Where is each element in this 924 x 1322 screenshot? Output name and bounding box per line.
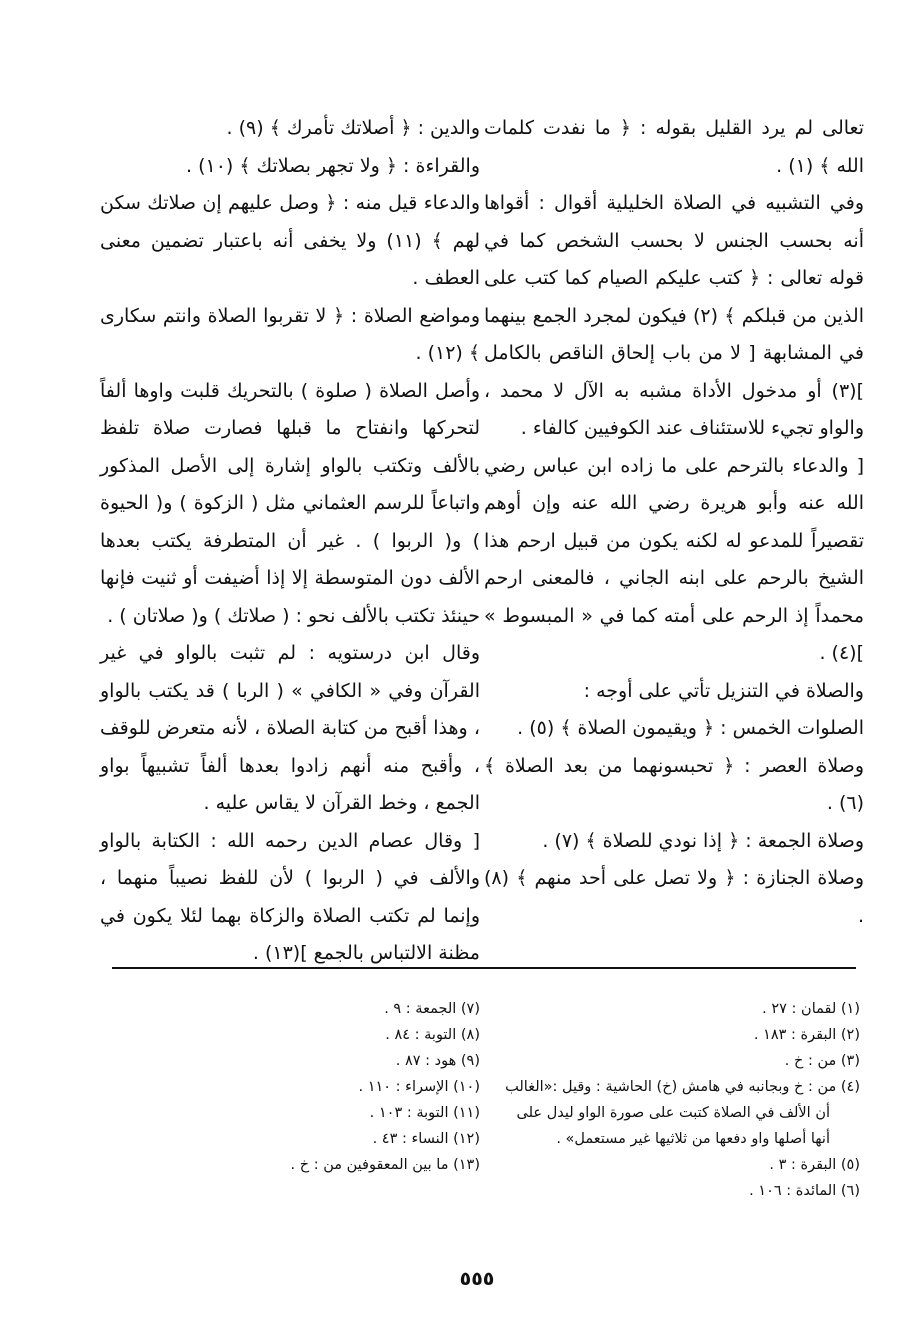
paragraph: وصلاة الجنازة : ﴿ ولا تصل على أحد منهم ﴾ (٨) . [484,867,864,927]
footnote: (٢) البقرة : ١٨٣ . [753,1027,860,1043]
paragraph: ومواضع الصلاة : ﴿ لا تقربوا الصلاة وانتم سكارى ﴾ (١٢) . [100,304,480,364]
paragraph: والقراءة : ﴿ ولا تجهر بصلاتك ﴾ (١٠) . [186,154,480,177]
footnotes-left-column [240,996,480,1178]
paragraph: [ والدعاء بالترحم على ما زاده ابن عباس رضي الله عنه وأبو هريرة رضي الله عنه وإن أوهم تقصيراً للمدعو له لكنه يكون من قبيل ارحم هذا الشيخ بالرحم على ابنه الجاني ، فالمعنى ارحم محمداً إذ الرحم على أمته كما في « المبسوط » ](٤) . [484,454,864,664]
footnotes-right-column [500,996,860,1204]
footnote: (٤) من : خ وبجانبه في هامش (خ) الحاشية : وقيل :«الغالب [505,1079,860,1095]
paragraph: [ وقال عصام الدين رحمه الله : الكتابة بالواو والألف في ( الربوا ) لأن للفظ نصيباً منهما ، وإنما لم تكتب الصلاة والزكاة بهما لئلا يكون في مظنة الالتباس بالجمع ](١٣) . [100,829,480,964]
footnote: (١٢) النساء : ٤٣ . [372,1131,480,1147]
paragraph: والدين : ﴿ أصلاتك تأمرك ﴾ (٩) . [226,117,480,139]
paragraph: تعالى لم يرد القليل بقوله : ﴿ ما نفدت كلمات الله ﴾ (١) . [484,117,864,177]
footnote: (٣) من : خ . [784,1053,860,1069]
paragraph: وصلاة الجمعة : ﴿ إذا نودي للصلاة ﴾ (٧) . [542,829,864,852]
footnote: (٥) البقرة : ٣ . [769,1157,860,1173]
page-number: ٥٥٥ [459,1268,495,1290]
main-text-right-column [484,110,864,935]
footnote: (٩) هود : ٨٧ . [395,1053,480,1069]
footnote: (٧) الجمعة : ٩ . [384,1001,480,1017]
footnote-continuation: أن الألف في الصلاة كتبت على صورة الواو ليدل على [516,1105,830,1121]
paragraph: والدعاء قيل منه : ﴿ وصل عليهم إن صلاتك سكن لهم ﴾ (١١) ولا يخفى أنه باعتبار تضمين معنى العطف . [100,192,480,289]
footnote: (٦) المائدة : ١٠٦ . [749,1183,860,1199]
footnote: (١١) التوبة : ١٠٣ . [369,1105,480,1121]
paragraph: وأصل الصلاة ( صلوة ) بالتحريك قلبت واوها ألفاً لتحركها وانفتاح ما قبلها فصارت صلاة تلفظ بالألف وتكتب بالواو إشارة إلى الأصل المذكور واتباعاً للرسم العثماني مثل ( الزكوة ) و( الحيوة ) و( الربوا ) . غير أن المتطرفة يكتب بعدها الألف دون المتوسطة إلا إذا أضيفت أو ثنيت فإنها حينئذ تكتب بالألف نحو : ( صلاتك ) و( صلاتان ) . [100,379,480,627]
paragraph: والصلاة في التنزيل تأتي على أوجه : [583,679,864,702]
paragraph: وصلاة العصر : ﴿ تحبسونهما من بعد الصلاة ﴾ (٦) . [484,754,864,814]
paragraph: وفي التشبيه في الصلاة الخليلية أقوال : أقواها أنه بحسب الجنس لا بحسب الشخص كما في قوله تعالى : ﴿ كتب عليكم الصيام كما كتب على الذين من قبلكم ﴾ (٢) فيكون لمجرد الجمع بينهما في المشابهة [ لا من باب إلحاق الناقص بالكامل ](٣) أو مدخول الأداة مشبه به الآل لا محمد ، والواو تجيء للاستئناف عند الكوفيين كالفاء . [484,192,864,439]
footnote-continuation: أنها أصلها واو دفعها من ثلاثيها غير مستعمل» . [556,1131,830,1147]
footnote-separator-rule [112,967,856,969]
footnote: (١٣) ما بين المعقوفين من : خ . [290,1157,480,1173]
footnote: (١) لقمان : ٢٧ . [762,1001,860,1017]
paragraph: وقال ابن درستويه : لم تثبت بالواو في غير القرآن وفي « الكافي » ( الربا ) قد يكتب بالواو ، وهذا أقبح من كتابة الصلاة ، لأنه متعرض للوقف ، وأقبح منه أنهم زادوا بعدها ألفاً تشبيهاً بواو الجمع ، وخط القرآن لا يقاس عليه . [100,642,480,814]
footnote: (١٠) الإسراء : ١١٠ . [358,1079,480,1095]
paragraph: الصلوات الخمس : ﴿ ويقيمون الصلاة ﴾ (٥) . [517,717,864,739]
footnote: (٨) التوبة : ٨٤ . [385,1027,480,1043]
main-text-left-column [100,110,480,973]
